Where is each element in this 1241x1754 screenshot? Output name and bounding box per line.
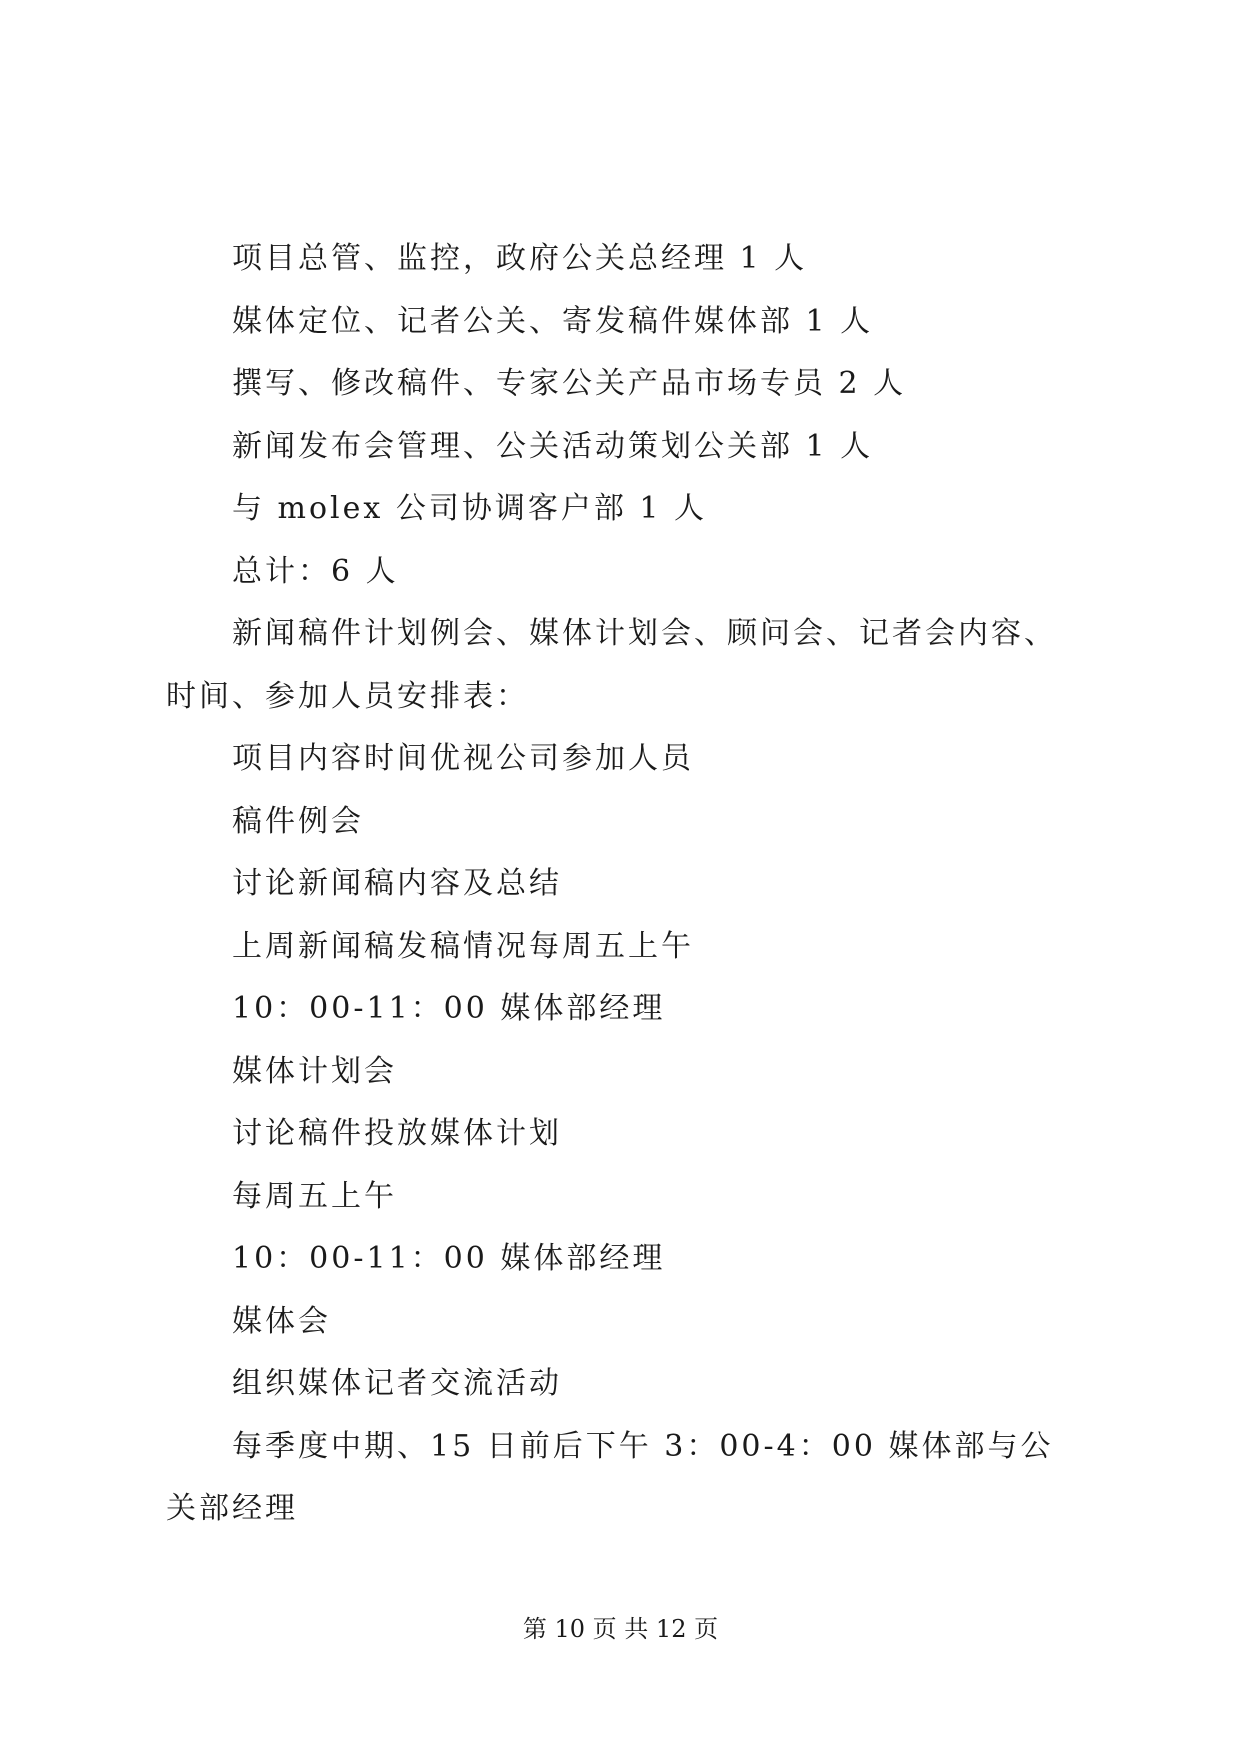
document-body [166, 228, 1086, 1541]
paragraph-content-media-plan: 讨论稿件投放媒体计划 [232, 1116, 562, 1151]
paragraph-time-staff-1: 10：00-11：00 媒体部经理 [232, 991, 666, 1026]
paragraph-time-quarterly: 每季度中期、15 日前后下午 3：00-4：00 媒体部与公关部经理 [166, 1428, 1054, 1526]
page-number-footer: 第 10 页 共 12 页 [522, 1615, 719, 1643]
paragraph-staff-project-manager: 项目总管、监控，政府公关总经理 1 人 [232, 241, 808, 276]
paragraph-content-media-exchange: 组织媒体记者交流活动 [232, 1366, 562, 1401]
paragraph-time-friday: 每周五上午 [232, 1178, 397, 1214]
paragraph-staff-pr-dept: 新闻发布会管理、公关活动策划公关部 1 人 [232, 428, 874, 464]
paragraph-content-last-week: 上周新闻稿发稿情况每周五上午 [232, 928, 694, 964]
paragraph-staff-client-dept: 与 molex 公司协调客户部 1 人 [232, 491, 708, 526]
paragraph-time-staff-2: 10：00-11：00 媒体部经理 [232, 1241, 666, 1276]
paragraph-item-media-plan-meeting: 媒体计划会 [232, 1053, 397, 1089]
paragraph-table-header: 项目内容时间优视公司参加人员 [232, 741, 694, 776]
paragraph-item-manuscript-meeting: 稿件例会 [232, 803, 364, 839]
paragraph-content-discuss-press: 讨论新闻稿内容及总结 [232, 866, 562, 901]
paragraph-item-media-meeting: 媒体会 [232, 1303, 331, 1339]
paragraph-staff-total: 总计：6 人 [232, 553, 399, 589]
paragraph-schedule-intro: 新闻稿件计划例会、媒体计划会、顾问会、记者会内容、时间、参加人员安排表： [166, 616, 1057, 714]
paragraph-staff-product-marketing: 撰写、修改稿件、专家公关产品市场专员 2 人 [232, 366, 907, 401]
paragraph-staff-media-dept: 媒体定位、记者公关、寄发稿件媒体部 1 人 [232, 303, 874, 339]
